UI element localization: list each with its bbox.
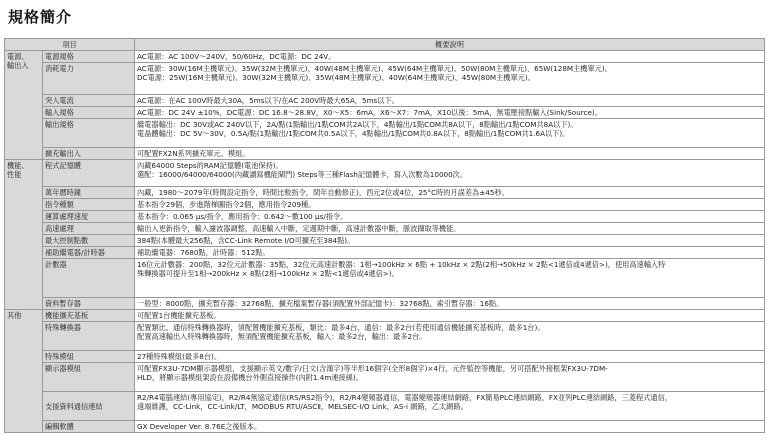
table-row	[5, 421, 765, 433]
item-desc: 可配置1台機能擴充基板。	[135, 310, 765, 322]
table-row	[5, 247, 765, 259]
item-label: 高速處理	[43, 223, 135, 235]
item-label: 資料暫存器	[43, 298, 135, 310]
table-header-row	[5, 39, 765, 51]
item-label: 特殊模組	[43, 351, 135, 363]
item-desc: AC電源：AC 100V〜240V，50/60Hz，DC電源：DC 24V。	[135, 51, 765, 63]
item-desc: 一般型：8000點，擴充暫存器：32768點，擴充檔案暫存器(須配置外部記憶卡)：32768點，索引暫存器：16點。	[135, 298, 765, 310]
table-row	[5, 148, 765, 160]
item-label: 輸出規格	[43, 119, 135, 148]
table-row	[5, 310, 765, 322]
item-desc: GX Developer Ver. 8.76E之後版本。	[135, 421, 765, 433]
item-label: 電源規格	[43, 51, 135, 63]
spec-table	[4, 38, 765, 433]
item-label: 消耗電力	[43, 63, 135, 95]
item-desc: 內藏，1980〜2079年(時間設定指令，時間比較指令，閏年自動修正)，西元2位或4位，25°C時的月誤差為±45秒。	[135, 187, 765, 199]
item-desc: AC電源：30W(16M主機單元)、35W(32M主機單元)、40W(48M主機單元)、45W(64M主機單元)、50W(80M主機單元)、65W(128M主機單元)。 DC電源：25W(16M主機單元)、30W(32M主機單元)、35W(48M主機單元)、40W(64M主機單元)、45W(80M主機單元)。	[135, 63, 765, 95]
item-desc: AC電源：在AC 100V時最大30A，5ms以下/在AC 200V時最大65A，5ms以下。	[135, 95, 765, 107]
header-item: 項目	[5, 39, 135, 51]
item-desc: 繼電器輸出：DC 30V或AC 240V以下，2A/點(1點輸出/1點COM共2A以下，4點輸出/1點COM共8A以下，8點輸出/1點COM共8A以下)。 電晶體輸出：DC 5V〜30V，0.5A/點(1點輸出/1點COM共0.5A以下，4點輸出/1點COM共0.8A以下，8點輸出/1點COM共1.6A以下)。	[135, 119, 765, 148]
table-row	[5, 51, 765, 63]
item-desc: 補助繼電器：7680點，計時器：512點。	[135, 247, 765, 259]
category-other: 其他	[5, 310, 43, 433]
table-row	[5, 392, 765, 421]
item-label: 指令種類	[43, 199, 135, 211]
category-function: 機能、 性能	[5, 160, 43, 310]
item-label: 萬年曆時鐘	[43, 187, 135, 199]
table-row	[5, 322, 765, 351]
item-label: 運算處理速度	[43, 211, 135, 223]
item-desc: 可配置FX2N系列擴充單元、模組。	[135, 148, 765, 160]
item-label: 編輯軟體	[43, 421, 135, 433]
item-desc: R2/R4電腦連結(專用協定)，R2/R4無協定通信(RS/RS2指令)，R2/R4變頻器通信，電器變頻器連結網路，FX簡易PLC連結網路，FX並列PLC連結網路，三菱程式通信， 遠端維護，CC-Link，CC-Link/LT，MODBUS RTU/ASCⅡ，MELSEC-I/O Link，AS-i 網路，乙太網路。	[135, 392, 765, 421]
item-label: 最大控制點數	[43, 235, 135, 247]
table-row	[5, 107, 765, 119]
table-row	[5, 199, 765, 211]
table-row	[5, 160, 765, 187]
table-row	[5, 119, 765, 148]
item-label: 程式記憶體	[43, 160, 135, 187]
table-row	[5, 298, 765, 310]
table-row	[5, 223, 765, 235]
item-desc: 384點(本體最大256點，含CC-Link Remote I/O可擴充至384點)。	[135, 235, 765, 247]
table-row	[5, 211, 765, 223]
item-desc: 基本指令：0.065 μs/指令，應用指令：0.642〜數100 μs/指令。	[135, 211, 765, 223]
category-power-io: 電源、 輸出入	[5, 51, 43, 160]
item-label: 顯示器模組	[43, 363, 135, 392]
page-title: 規格簡介	[8, 8, 73, 26]
item-desc: 基本指令29個，步進階梯圖指令2個，應用指令209種。	[135, 199, 765, 211]
item-desc: 內藏64000 Steps的RAM記憶體(電池保持)。 選配：16000/64000/64000(內藏讀寫機能閘門) Steps等三種Flash記憶體卡，寫入次數為10000次。	[135, 160, 765, 187]
table-row	[5, 63, 765, 95]
item-desc: 輸出入更新指令，輸入濾波器調整，高速輸入中斷，定週期中斷，高速計數器中斷，脈波擷取等機能。	[135, 223, 765, 235]
table-row	[5, 187, 765, 199]
item-label: 特殊轉換器	[43, 322, 135, 351]
item-label: 支援資料通信連結	[43, 392, 135, 421]
item-desc: 配置類比、通信特殊轉換器時，須配置機能擴充基板，類比：最多4台，通信：最多2台(若使用通信機能擴充基板時，最多1台)。 配置高速輸出入特殊轉換器時，無須配置機能擴充基板，輸入：最多2台，輸出：最多2台。	[135, 322, 765, 351]
item-label: 擴充輸出入	[43, 148, 135, 160]
item-label: 輸入規格	[43, 107, 135, 119]
item-desc: 可配置FX3U-7DM顯示器模組，支援顯示英文/數字/日文(含漢字)等半形16個字(全形8個字)×4行，元件監控等機能，另可搭配外接框架FX3U-7DM- HLD，將顯示器模組架設在設備機台外側直接操作(內附1.4m連接線)。	[135, 363, 765, 392]
item-label: 突入電流	[43, 95, 135, 107]
item-label: 機能擴充基板	[43, 310, 135, 322]
table-row	[5, 235, 765, 247]
table-row	[5, 351, 765, 363]
table-row	[5, 259, 765, 298]
header-desc: 概要說明	[135, 39, 765, 51]
item-label: 計數器	[43, 259, 135, 298]
table-row	[5, 95, 765, 107]
item-label: 補助繼電器/計時器	[43, 247, 135, 259]
item-desc: 27種特殊模組(最多8台)。	[135, 351, 765, 363]
item-desc: 16位元計數器：200點，32位元計數器：35點，32位元高速計數器：1相→100kHz × 6點 + 10kHz × 2點(2相→50kHz × 2點<1遞倍或4遞倍>)，使用高速輸入特 殊轉換器可提升至1相→200kHz × 8點(2相→100kHz × 2點<1遞倍或4遞倍>)。	[135, 259, 765, 298]
table-row	[5, 363, 765, 392]
item-desc: AC電源：DC 24V ±10%，DC電源：DC 16.8〜28.8V，X0〜X5：6mA，X6〜X7：7mA，X10以後：5mA，無電壓接點輸入(Sink/Source)。	[135, 107, 765, 119]
